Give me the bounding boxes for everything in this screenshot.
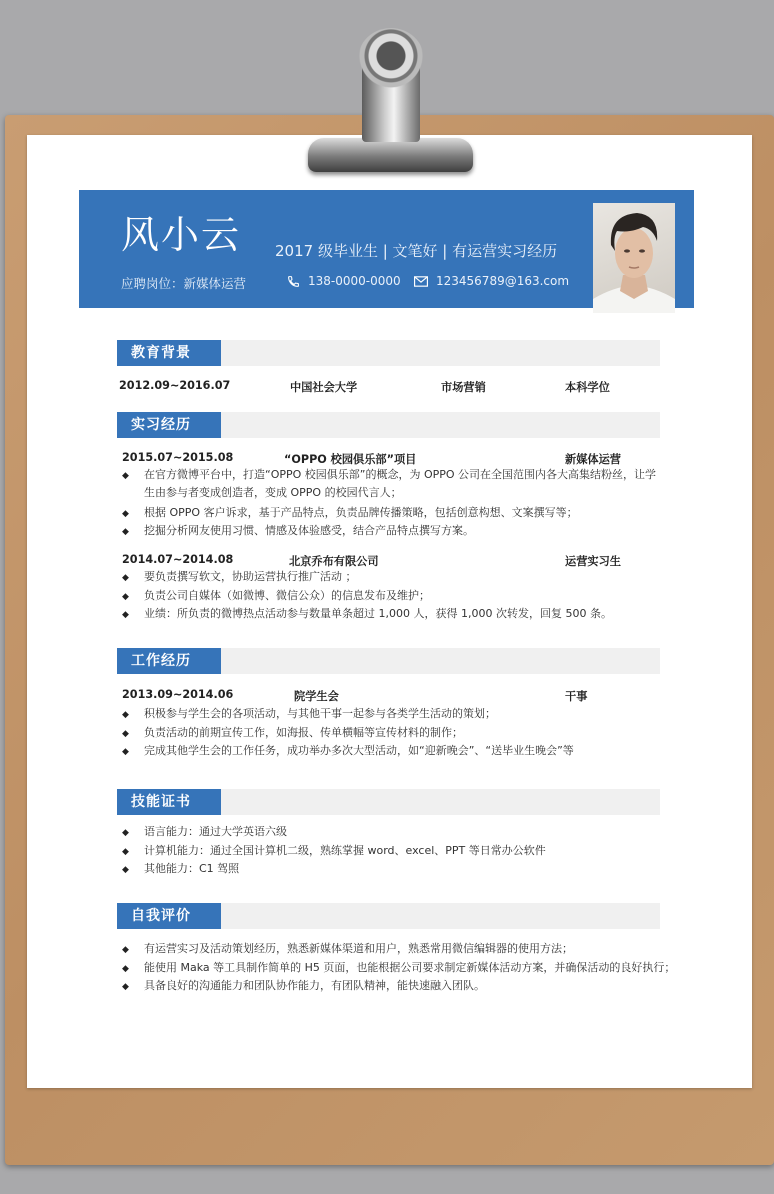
diamond-bullet-icon: ◆ bbox=[122, 847, 129, 857]
list-item: ◆ 积极参与学生会的各项活动，与其他干事一起参与各类学生活动的策划； bbox=[122, 705, 496, 724]
email-contact bbox=[414, 274, 569, 288]
applicant-tagline: 2017 级毕业生 | 文笔好 | 有运营实习经历 bbox=[275, 242, 558, 260]
education-degree: 本科学位 bbox=[565, 381, 610, 394]
education-school: 中国社会大学 bbox=[290, 381, 358, 394]
work-date: 2013.09~2014.06 bbox=[122, 688, 234, 701]
internship-2-org: 北京乔布有限公司 bbox=[289, 555, 379, 568]
list-item: ◆ 计算机能力：通过全国计算机二级，熟练掌握 word、excel、PPT 等日常办公软件 bbox=[122, 842, 546, 861]
list-item: ◆ 能使用 Maka 等工具制作简单的 H5 页面，也能根据公司要求制定新媒体活动方案，并确保活动的良好执行； bbox=[122, 959, 675, 978]
list-item: ◆ 挖掘分析网友使用习惯、情感及体验感受，结合产品特点撰写方案。 bbox=[122, 522, 474, 541]
internship-2-date: 2014.07~2014.08 bbox=[122, 553, 234, 566]
work-section-bar bbox=[117, 648, 660, 674]
internship-2-role: 运营实习生 bbox=[565, 555, 621, 568]
list-item: ◆ 负责公司自媒体（如微博、微信公众）的信息发布及维护； bbox=[122, 587, 430, 606]
diamond-bullet-icon: ◆ bbox=[122, 610, 129, 620]
work-org: 院学生会 bbox=[294, 690, 339, 703]
education-section-title: 教育背景 bbox=[117, 340, 221, 366]
diamond-bullet-icon: ◆ bbox=[122, 865, 129, 875]
applied-position: 应聘岗位：新媒体运营 bbox=[121, 276, 247, 291]
list-item: ◆ 语言能力：通过大学英语六级 bbox=[122, 823, 287, 842]
resume-paper bbox=[27, 135, 752, 1088]
internship-1-role: 新媒体运营 bbox=[565, 453, 621, 466]
list-item: ◆ 业绩：所负责的微博热点活动参与数量单条超过 1,000 人，获得 1,000 次转发，回复 500 条。 bbox=[122, 605, 612, 624]
diamond-bullet-icon: ◆ bbox=[122, 964, 129, 974]
applicant-name: 风小云 bbox=[121, 213, 242, 257]
list-item: ◆ 负责活动的前期宣传工作，如海报、传单横幅等宣传材料的制作； bbox=[122, 724, 463, 743]
self-evaluation-section-title: 自我评价 bbox=[117, 903, 221, 929]
diamond-bullet-icon: ◆ bbox=[122, 471, 129, 481]
list-item-continuation: 生由参与者变成创造者，变成 OPPO 的校园代言人； bbox=[144, 486, 402, 499]
education-major: 市场营销 bbox=[441, 381, 486, 394]
diamond-bullet-icon: ◆ bbox=[122, 982, 129, 992]
diamond-bullet-icon: ◆ bbox=[122, 710, 129, 720]
list-item: ◆ 要负责撰写软文，协助运营执行推广活动 ； bbox=[122, 568, 357, 587]
profile-photo bbox=[593, 203, 675, 313]
diamond-bullet-icon: ◆ bbox=[122, 509, 129, 519]
binder-clip-ring bbox=[358, 28, 424, 90]
skills-section-title: 技能证书 bbox=[117, 789, 221, 815]
diamond-bullet-icon: ◆ bbox=[122, 527, 129, 537]
internship-1-date: 2015.07~2015.08 bbox=[122, 451, 234, 464]
list-item: ◆ 有运营实习及活动策划经历，熟悉新媒体渠道和用户，熟悉常用微信编辑器的使用方法； bbox=[122, 940, 573, 959]
list-item: ◆ 具备良好的沟通能力和团队协作能力，有团队精神，能快速融入团队。 bbox=[122, 977, 485, 996]
envelope-icon bbox=[414, 276, 428, 287]
list-item: ◆ 根据 OPPO 客户诉求，基于产品特点，负责品牌传播策略，包括创意构想、文案撰写等； bbox=[122, 504, 578, 523]
list-item: ◆ 完成其他学生会的工作任务，成功举办多次大型活动，如“迎新晚会”、“送毕业生晚会”等 bbox=[122, 742, 574, 761]
phone-number: 138-0000-0000 bbox=[308, 274, 401, 288]
self-evaluation-section-bar bbox=[117, 903, 660, 929]
education-date: 2012.09~2016.07 bbox=[119, 379, 231, 392]
list-item: ◆ 其他能力：C1 驾照 bbox=[122, 860, 239, 879]
internship-section-title: 实习经历 bbox=[117, 412, 221, 438]
list-item: ◆ 在官方微博平台中，打造“OPPO 校园俱乐部”的概念，为 OPPO 公司在全国范围内各大高集结粉丝，让学 bbox=[122, 466, 656, 485]
diamond-bullet-icon: ◆ bbox=[122, 592, 129, 602]
binder-clip-base bbox=[308, 138, 473, 172]
phone-icon bbox=[287, 275, 300, 288]
internship-1-org: “OPPO 校园俱乐部”项目 bbox=[284, 453, 417, 466]
work-role: 干事 bbox=[565, 690, 588, 703]
education-section-bar bbox=[117, 340, 660, 366]
phone-contact bbox=[287, 274, 401, 288]
internship-section-bar bbox=[117, 412, 660, 438]
diamond-bullet-icon: ◆ bbox=[122, 573, 129, 583]
skills-section-bar bbox=[117, 789, 660, 815]
diamond-bullet-icon: ◆ bbox=[122, 729, 129, 739]
diamond-bullet-icon: ◆ bbox=[122, 747, 129, 757]
email-address: 123456789@163.com bbox=[436, 274, 570, 288]
diamond-bullet-icon: ◆ bbox=[122, 945, 129, 955]
diamond-bullet-icon: ◆ bbox=[122, 828, 129, 838]
work-section-title: 工作经历 bbox=[117, 648, 221, 674]
